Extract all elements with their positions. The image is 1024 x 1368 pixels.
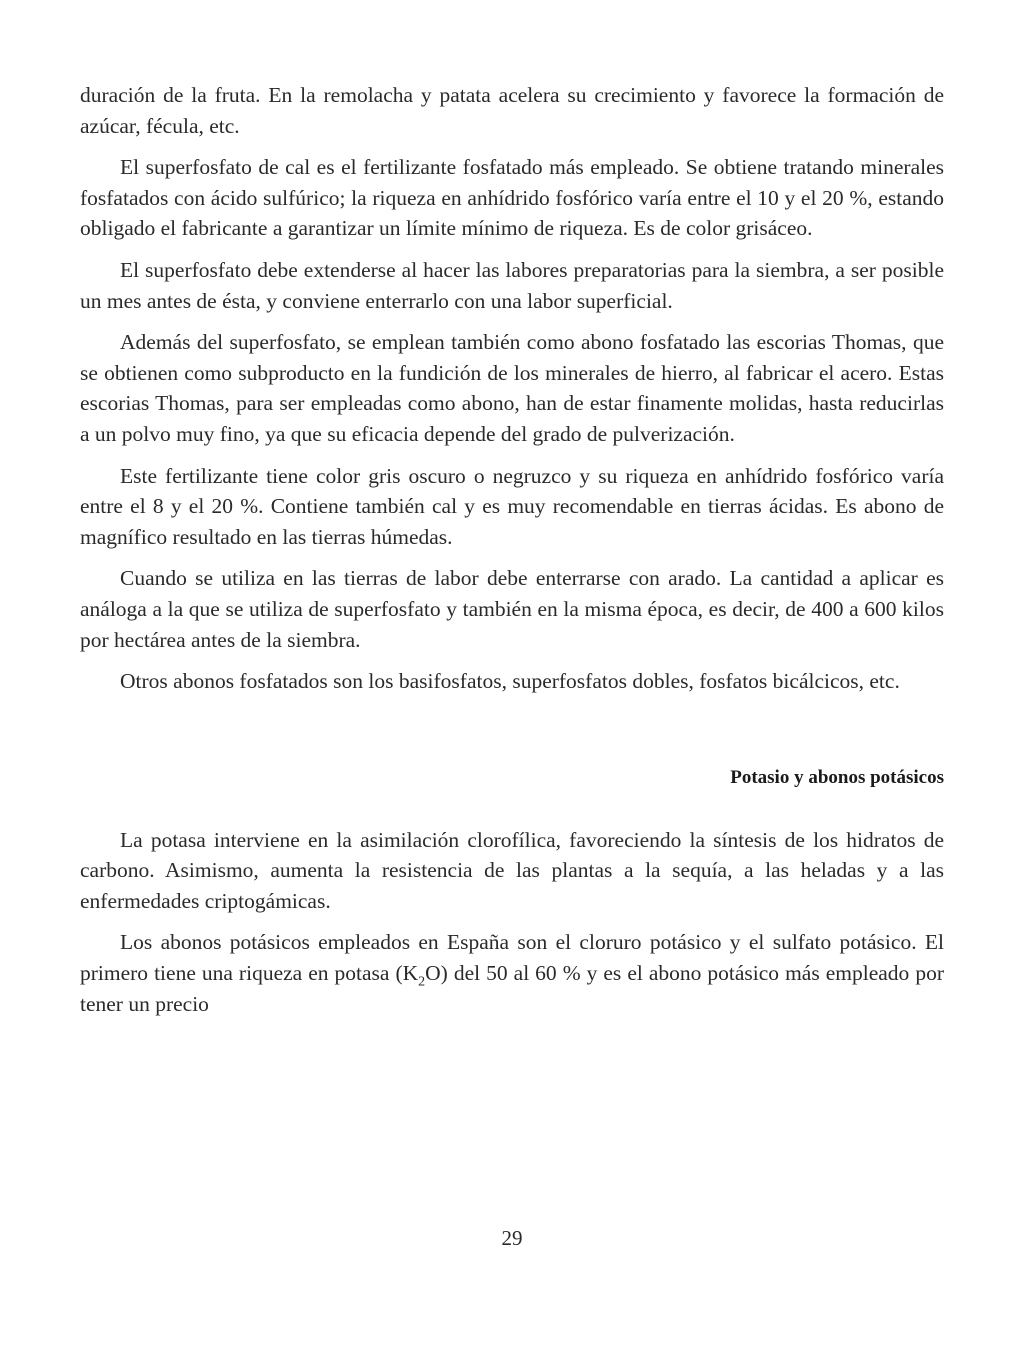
section-heading: Potasio y abonos potásicos — [730, 766, 944, 788]
paragraph-superphosphate-application: El superfosfato debe extenderse al hacer las labores preparatorias para la siembra, a ser posible un mes antes de ésta, y conviene enterrarlo con una labor superficial. — [80, 257, 944, 313]
paragraph-potash-fertilizers — [80, 927, 944, 1019]
page-number: 29 — [501, 1226, 523, 1250]
page-body — [80, 80, 944, 1030]
potash-text-after: O) del 50 al 60 % y es el abono potásico más empleado por tener un precio — [80, 961, 944, 1016]
paragraph-thomas-slag: Además del superfosfato, se emplean también como abono fosfatado las escorias Thomas, que se obtienen como subproducto en la fundición de los minerales de hierro, al fabricar el acero. Estas escorias Thomas, para ser empleadas como abono, han de estar finamente molidas, hasta reducirlas a un polvo muy fino, ya que su eficacia depende del grado de pulverización. — [80, 330, 944, 446]
paragraph-fruit-duration: duración de la fruta. En la remolacha y patata acelera su crecimiento y favorece la formación de azúcar, fécula, etc. — [80, 83, 944, 138]
paragraph-potash-role: La potasa interviene en la asimilación clorofílica, favoreciendo la síntesis de los hidratos de carbono. Asimismo, aumenta la resistencia de las plantas a la sequía, a las heladas y a las enfermedades criptogámicas. — [80, 827, 944, 913]
potash-formula-subscript: 2 — [418, 974, 426, 990]
potash-text-before: Los abonos potásicos empleados en España son el cloruro potásico y el sulfato potásico. El primero tiene una riqueza en potasa (K — [80, 930, 944, 986]
paragraph-other-phosphates: Otros abonos fosfatados son los basifosfatos, superfosfatos dobles, fosfatos bicálcicos, etc. — [120, 669, 900, 694]
paragraph-slag-properties: Este fertilizante tiene color gris oscuro o negruzco y su riqueza en anhídrido fosfórico varía entre el 8 y el 20 %. Contiene también cal y es muy recomendable en tierras ácidas. Es abono de magnífico resultado en las tierras húmedas. — [80, 463, 944, 549]
paragraph-superphosphate: El superfosfato de cal es el fertilizante fosfatado más empleado. Se obtiene tratando minerales fosfatados con ácido sulfúrico; la riqueza en anhídrido fosfórico varía entre el 10 y el 20 %, estando obligado el fabricante a garantizar un límite mínimo de riqueza. Es de color grisáceo. — [80, 155, 944, 241]
paragraph-slag-usage: Cuando se utiliza en las tierras de labor debe enterrarse con arado. La cantidad a aplicar es análoga a la que se utiliza de superfosfato y también en la misma época, es decir, de 400 a 600 kilos por hectárea antes de la siembra. — [80, 566, 944, 652]
